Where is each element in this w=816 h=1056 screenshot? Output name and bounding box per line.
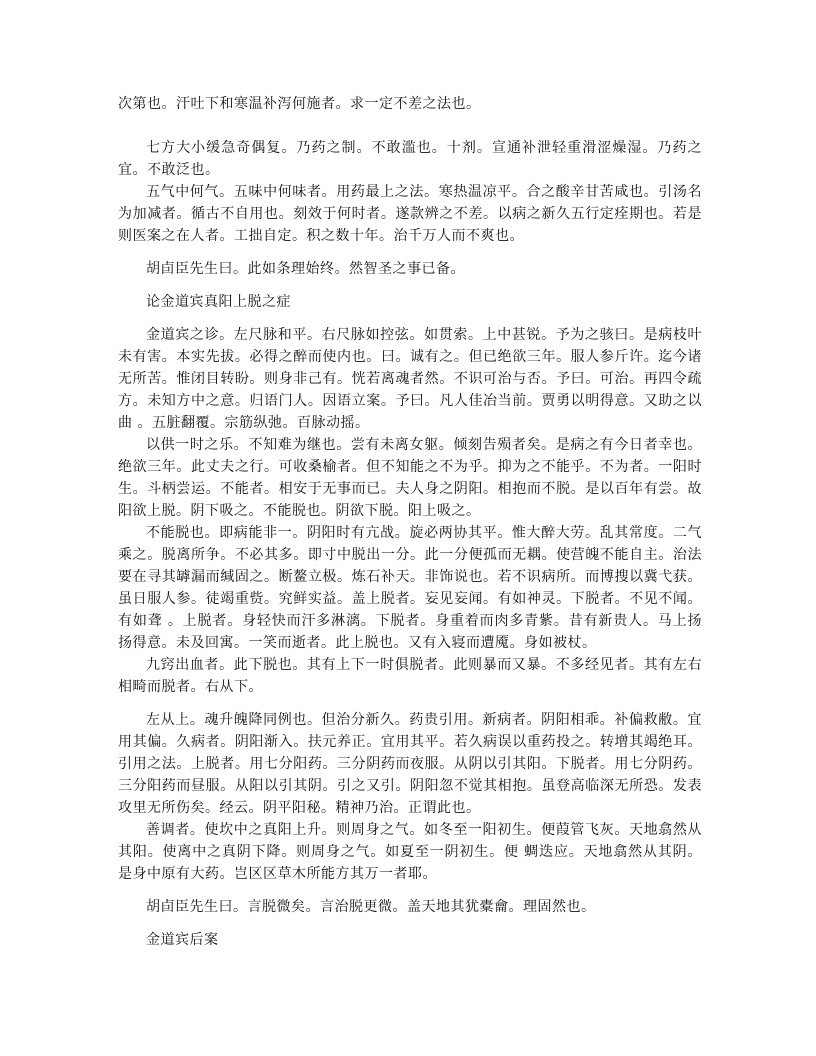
section-heading: 论金道宾真阳上脱之症 [146, 294, 291, 310]
paragraph-treatment: 左从上。魂升魄降同例也。但治分新久。药贵引用。新病者。阴阳相乖。补偏救敝。宜用其偏。久病者。阴阳渐入。扶元养正。宜用其平。若久病误以重药投之。转增其竭绝耳。引用之法。上脱者。用七分阳药。三分阴药而夜服。从阴以引其阳。下脱者。用七分阴药。三分阳药而昼服。从阳以引其阴。引之又引。阴阳忽不觉其相抱。虽登高临深无所恐。发表攻里无所伤矣。经云。阴平阳秘。精神乃治。正谓此也。 [118, 712, 702, 816]
paragraph-commentary-2: 胡卣臣先生曰。言脱微矣。言治脱更微。盖天地其犹橐龠。理固然也。 [146, 899, 596, 915]
paragraph-yin-yang: 以供一时之乐。不知难为继也。尝有未离女躯。倾刻告殒者矣。是病之有今日者幸也。绝欲三年。此丈夫之行。可收桑榆者。但不知能之不为乎。抑为之不能乎。不为者。一阳时生。斗柄尝运。不能者。相安于无事而已。夫人身之阴阳。相抱而不脱。是以百年有尝。故阳欲上脱。阴下吸之。不能脱也。阴欲下脱。阳上吸之。 [118, 437, 702, 519]
paragraph-seven-formulas: 七方大小缓急奇偶复。乃药之制。不敢滥也。十剂。宣通补泄轻重滑涩燥湿。乃药之宜。不敢泛也。 [118, 140, 702, 178]
paragraph-regulation: 善调者。使坎中之真阳上升。则周身之气。如冬至一阳初生。便葭管飞灰。天地翕然从其阳。使离中之真阴下降。则周身之气。如夏至一阴初生。便 蜩迭应。天地翕然从其阴。是身中原有大药。岂区区草木所能方其万一者耶。 [118, 822, 702, 882]
paragraph-escape: 不能脱也。即病能非一。阴阳时有亢战。旋必两协其平。惟大醉大劳。乱其常度。二气乘之。脱离所争。不必其多。即寸中脱出一分。此一分便孤而无耦。使营魄不能自主。治法要在寻其罅漏而缄固之。断鳌立极。炼石补天。非饰说也。若不识病所。而博搜以冀弋获。虽日服人参。徒竭重赀。究鲜实益。盖上脱者。妄见妄闻。有如神灵。下脱者。不见不闻。有如聋 。上脱者。身轻快而汗多淋漓。下脱者。身重着而肉多青紫。昔有新贵人。马上扬扬得意。未及回寓。一笑而逝者。此上脱也。又有入寝而遭魇。身如被杖。 [118, 525, 702, 651]
section-heading-next: 金道宾后案 [146, 932, 219, 948]
paragraph-commentary-1: 胡卣臣先生曰。此如条理始终。然智圣之事已备。 [146, 261, 465, 277]
paragraph-nine-orifices: 九窍出血者。此下脱也。其有上下一时俱脱者。此则暴而又暴。不多经见者。其有左右相畸而脱者。右从下。 [118, 657, 702, 695]
paragraph-five-qi: 五气中何气。五味中何味者。用药最上之法。寒热温凉平。合之酸辛甘苦咸也。引汤名为加减者。循古不自用也。刻效于何时者。遂款辨之不差。以病之新久五行定痊期也。若是则医案之在人者。工拙自定。积之数十年。治千万人而不爽也。 [118, 184, 702, 244]
paragraph-intro: 次第也。汗吐下和寒温补泻何施者。求一定不差之法也。 [118, 96, 481, 112]
paragraph-case-diagnosis: 金道宾之诊。左尺脉和平。右尺脉如控弦。如贯索。上中甚锐。予为之骇曰。是病枝叶未有害。本实先拔。必得之醉而使内也。曰。诚有之。但已绝欲三年。服人参斤许。迄今诸无所苦。惟闭目转盼。则身非己有。恍若离魂者然。不识可治与否。予曰。可治。再四令疏方。未知方中之意。归语门人。因语立案。予曰。凡人佳冶当前。贾勇以明得意。又助之以曲 。五脏翻覆。宗筋纵弛。百脉动摇。 [118, 327, 702, 431]
